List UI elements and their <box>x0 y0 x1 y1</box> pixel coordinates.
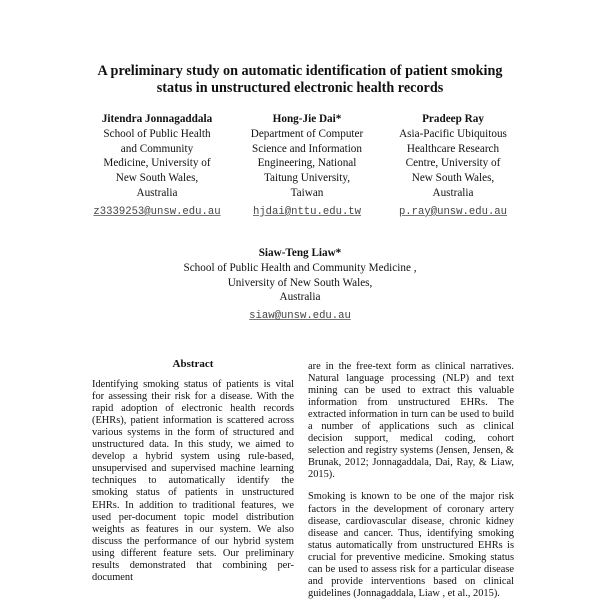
abstract-text: Identifying smoking status of patients is vital for assessing their risk for a disease. With the rapid adoption of electronic health records (EHRs), patient information is scattered across various systems in the form of structured and unstructured data. In this study, we aimed to develop a hybrid system using rule-based, unsupervised and supervised machine learning techniques to automatically identify the smoking status of patients in unstructured EHRs. In addition to traditional features, we used per-document topic model distribution weights as features in our system. We also discuss the performance of our hybrid system using different feature sets. Our preliminary results demonstrated that combining per-document <box>92 379 294 583</box>
author-affiliation-line: Taitung University, <box>263 172 351 185</box>
body-paragraph: Smoking is known to be one of the major risk factors in the development of coronary artery disease, cardiovascular disease, chronic kidney disease and cancer. Thus, identifying smoking status automatically from unstructured EHRs is crucial for preventive medicine. Smoking status can be used to assess risk for a particular disease and provide interventions based on clinical guidelines (Jonnagaddala, Liaw , et al., 2015). <box>308 491 514 599</box>
author-block <box>378 112 528 220</box>
author-affiliation-line: and Community <box>120 142 194 155</box>
author-affiliation-line: University of New South Wales, <box>227 276 373 289</box>
author-affiliation-line: Asia-Pacific Ubiquitous <box>399 127 507 140</box>
author-email-link[interactable]: z3339253@unsw.edu.au <box>93 205 221 218</box>
author-email-link[interactable]: p.ray@unsw.edu.au <box>398 205 508 218</box>
author-affiliation-line: Australia <box>279 291 321 304</box>
author-affiliation-line: Taiwan <box>290 186 324 199</box>
author-affiliation-line: School of Public Health and Community Medicine , <box>183 261 417 274</box>
author-email-link[interactable]: hjdai@nttu.edu.tw <box>252 205 362 218</box>
author-affiliation-line: Medicine, University of <box>103 157 211 170</box>
abstract-heading: Abstract <box>172 358 214 370</box>
author-affiliation-line: Australia <box>136 186 178 199</box>
author-affiliation-line: Centre, University of <box>405 157 501 170</box>
paper-title-line-2: status in unstructured electronic health records <box>156 80 444 96</box>
author-affiliation-line: School of Public Health <box>103 127 211 140</box>
author-affiliation-line: New South Wales, <box>411 172 495 185</box>
author-name: Pradeep Ray <box>422 113 484 125</box>
author-affiliation-line: Australia <box>432 186 474 199</box>
author-email-link[interactable]: siaw@unsw.edu.au <box>249 310 351 323</box>
author-block <box>236 112 378 220</box>
paper-title <box>40 63 560 97</box>
author-name: Siaw-Teng Liaw* <box>258 247 342 259</box>
body-paragraph: are in the free-text form as clinical narratives. Natural language processing (NLP) and text mining can be used to extract this valuable information from unstructured EHRs. The extracted information in turn can be used to build a number of applications such as clinical decision support, medical coding, cohort selection and registry systems (Jensen, Jensen, & Brunak, 2012; Jonnagaddala, Dai, Ray, & Liaw, 2015). <box>308 361 514 481</box>
author-block <box>150 246 450 324</box>
paper-title-line-1: A preliminary study on automatic identification of patient smoking <box>97 63 503 79</box>
body-column <box>308 361 514 600</box>
author-affiliation-line: Healthcare Research <box>406 142 500 155</box>
abstract-column <box>92 358 294 584</box>
author-name: Hong-Jie Dai* <box>272 113 342 125</box>
author-affiliation-line: Engineering, National <box>257 157 357 170</box>
author-block <box>82 112 232 220</box>
author-affiliation-line: Department of Computer <box>250 127 364 140</box>
author-affiliation-line: Science and Information <box>252 142 362 155</box>
author-affiliation-line: New South Wales, <box>115 172 199 185</box>
author-name: Jitendra Jonnagaddala <box>101 113 213 125</box>
